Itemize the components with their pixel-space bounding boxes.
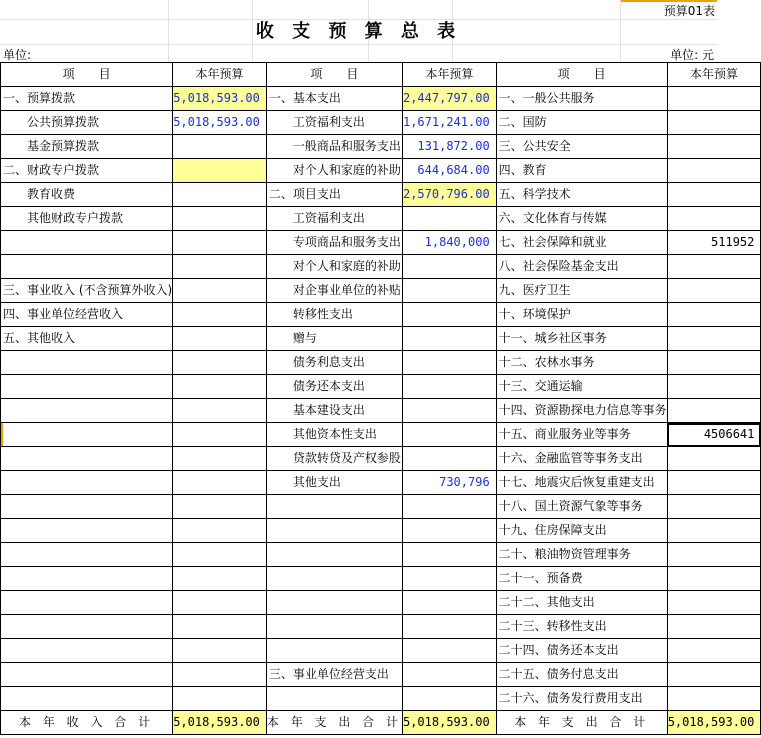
function-item-cell[interactable]: 二十一、预备费: [496, 567, 667, 591]
income-item-cell[interactable]: [1, 567, 173, 591]
income-item-cell[interactable]: [1, 375, 173, 399]
page-title[interactable]: 收 支 预 算 总 表: [255, 21, 462, 42]
income-item-cell[interactable]: [1, 639, 173, 663]
function-item-cell[interactable]: 二十五、债务付息支出: [496, 663, 667, 687]
budget-table: [0, 62, 761, 735]
income-amount-cell[interactable]: [173, 303, 267, 327]
function-item-cell[interactable]: 一、一般公共服务: [496, 87, 667, 111]
table-row: [1, 255, 761, 279]
income-item-cell[interactable]: 五、其他收入: [1, 327, 173, 351]
function-amount-cell[interactable]: [667, 183, 761, 207]
income-item-cell[interactable]: 其他财政专户拨款: [1, 207, 173, 231]
expense-item-cell[interactable]: 一、基本支出: [266, 87, 402, 111]
income-amount-cell[interactable]: 5,018,593.00: [173, 87, 267, 111]
expense-item-cell[interactable]: 一般商品和服务支出: [266, 135, 402, 159]
expense-amount-cell[interactable]: [402, 375, 496, 399]
table-row: [1, 159, 761, 183]
expense-item-cell[interactable]: 对个人和家庭的补助: [266, 255, 402, 279]
function-item-cell[interactable]: 七、社会保障和就业: [496, 231, 667, 255]
function-item-cell[interactable]: 二十三、转移性支出: [496, 615, 667, 639]
income-amount-cell[interactable]: [173, 447, 267, 471]
expense-item-cell[interactable]: [266, 519, 402, 543]
expense-item-cell[interactable]: 转移性支出: [266, 303, 402, 327]
expense-item-cell[interactable]: 债务还本支出: [266, 375, 402, 399]
total-amount-cell[interactable]: 5,018,593.00: [667, 711, 761, 735]
function-item-cell[interactable]: 十五、商业服务业等事务: [496, 423, 667, 447]
income-amount-cell[interactable]: [173, 399, 267, 423]
income-amount-cell[interactable]: [173, 279, 267, 303]
function-amount-cell[interactable]: 511952: [667, 231, 761, 255]
income-amount-cell[interactable]: [173, 351, 267, 375]
income-item-cell[interactable]: 四、事业单位经营收入: [1, 303, 173, 327]
function-amount-cell[interactable]: [667, 471, 761, 495]
function-item-cell[interactable]: 二、国防: [496, 111, 667, 135]
expense-item-cell[interactable]: 其他支出: [266, 471, 402, 495]
income-item-cell[interactable]: 基金预算拨款: [1, 135, 173, 159]
function-item-cell[interactable]: 十、环境保护: [496, 303, 667, 327]
function-amount-cell[interactable]: [667, 375, 761, 399]
expense-amount-cell[interactable]: [402, 399, 496, 423]
gridline: [0, 44, 717, 45]
expense-amount-cell[interactable]: 2,447,797.00: [402, 87, 496, 111]
function-item-cell[interactable]: 十六、金融监管等事务支出: [496, 447, 667, 471]
income-amount-cell[interactable]: [173, 615, 267, 639]
function-item-cell[interactable]: 二十二、其他支出: [496, 591, 667, 615]
table-row: [1, 231, 761, 255]
income-item-cell[interactable]: 一、预算拨款: [1, 87, 173, 111]
unit-label-left[interactable]: 单位:: [3, 48, 32, 62]
function-item-cell[interactable]: 十二、农林水事务: [496, 351, 667, 375]
function-item-cell[interactable]: 十三、交通运输: [496, 375, 667, 399]
expense-item-cell[interactable]: 对企事业单位的补贴: [266, 279, 402, 303]
table-row: [1, 591, 761, 615]
function-item-cell[interactable]: 四、教育: [496, 159, 667, 183]
expense-amount-cell[interactable]: [402, 255, 496, 279]
totals-row: [1, 711, 761, 735]
income-item-cell[interactable]: [1, 543, 173, 567]
expense-item-cell[interactable]: 赠与: [266, 327, 402, 351]
table-row: [1, 663, 761, 687]
income-amount-cell[interactable]: [173, 183, 267, 207]
table-row: [1, 543, 761, 567]
table-row: [1, 135, 761, 159]
function-amount-cell[interactable]: [667, 135, 761, 159]
total-amount-cell[interactable]: 5,018,593.00: [173, 711, 267, 735]
table-row: [1, 447, 761, 471]
income-amount-cell[interactable]: [173, 231, 267, 255]
function-amount-cell[interactable]: [667, 663, 761, 687]
income-amount-cell[interactable]: [173, 471, 267, 495]
income-amount-cell[interactable]: [173, 159, 267, 183]
function-amount-cell[interactable]: [667, 87, 761, 111]
column-header[interactable]: 本年预算: [173, 63, 267, 87]
function-amount-cell[interactable]: [667, 639, 761, 663]
expense-amount-cell[interactable]: [402, 303, 496, 327]
income-item-cell[interactable]: 二、财政专户拨款: [1, 159, 173, 183]
function-item-cell[interactable]: 十八、国土资源气象等事务: [496, 495, 667, 519]
expense-amount-cell[interactable]: 730,796: [402, 471, 496, 495]
total-label-cell[interactable]: 本 年 支 出 合 计: [496, 711, 667, 735]
expense-item-cell[interactable]: [266, 543, 402, 567]
expense-amount-cell[interactable]: 131,872.00: [402, 135, 496, 159]
expense-item-cell[interactable]: [266, 495, 402, 519]
function-amount-cell[interactable]: [667, 687, 761, 711]
expense-amount-cell[interactable]: [402, 423, 496, 447]
income-item-cell[interactable]: [1, 447, 173, 471]
income-amount-cell[interactable]: [173, 495, 267, 519]
function-item-cell[interactable]: 十九、住房保障支出: [496, 519, 667, 543]
expense-amount-cell[interactable]: [402, 663, 496, 687]
expense-item-cell[interactable]: [266, 639, 402, 663]
table-row: [1, 495, 761, 519]
income-item-cell[interactable]: [1, 687, 173, 711]
function-item-cell[interactable]: 六、文化体育与传媒: [496, 207, 667, 231]
function-amount-cell[interactable]: [667, 495, 761, 519]
income-item-cell[interactable]: [1, 351, 173, 375]
function-item-cell[interactable]: 二十四、债务还本支出: [496, 639, 667, 663]
function-item-cell[interactable]: 五、科学技术: [496, 183, 667, 207]
function-amount-cell[interactable]: [667, 567, 761, 591]
function-item-cell[interactable]: 九、医疗卫生: [496, 279, 667, 303]
income-amount-cell[interactable]: [173, 207, 267, 231]
header-row: [1, 63, 761, 87]
income-item-cell[interactable]: 教育收费: [1, 183, 173, 207]
income-item-cell[interactable]: [1, 519, 173, 543]
expense-item-cell[interactable]: 工资福利支出: [266, 111, 402, 135]
form-number-badge[interactable]: 预算01表: [621, 0, 717, 20]
expense-item-cell[interactable]: [266, 591, 402, 615]
expense-item-cell[interactable]: 对个人和家庭的补助: [266, 159, 402, 183]
function-amount-cell[interactable]: [667, 159, 761, 183]
income-amount-cell[interactable]: [173, 255, 267, 279]
function-amount-cell[interactable]: [667, 519, 761, 543]
table-row: [1, 399, 761, 423]
function-amount-cell[interactable]: [667, 207, 761, 231]
function-item-cell[interactable]: 二十六、债务发行费用支出: [496, 687, 667, 711]
income-item-cell[interactable]: [1, 663, 173, 687]
table-row: [1, 615, 761, 639]
table-row: [1, 279, 761, 303]
expense-amount-cell[interactable]: [402, 279, 496, 303]
expense-item-cell[interactable]: 专项商品和服务支出: [266, 231, 402, 255]
table-row: [1, 423, 761, 447]
expense-item-cell[interactable]: 贷款转贷及产权参股: [266, 447, 402, 471]
function-amount-cell[interactable]: [667, 303, 761, 327]
income-amount-cell[interactable]: [173, 327, 267, 351]
income-item-cell[interactable]: 公共预算拨款: [1, 111, 173, 135]
function-item-cell[interactable]: 十四、资源勘探电力信息等事务: [496, 399, 667, 423]
expense-item-cell[interactable]: 基本建设支出: [266, 399, 402, 423]
table-row: [1, 519, 761, 543]
total-label-cell[interactable]: 本 年 收 入 合 计: [1, 711, 173, 735]
function-item-cell[interactable]: 八、社会保险基金支出: [496, 255, 667, 279]
table-row: [1, 639, 761, 663]
column-header[interactable]: 本年预算: [402, 63, 496, 87]
income-amount-cell[interactable]: [173, 687, 267, 711]
expense-amount-cell[interactable]: 644,684.00: [402, 159, 496, 183]
expense-item-cell[interactable]: 债务利息支出: [266, 351, 402, 375]
table-row: [1, 351, 761, 375]
function-amount-cell[interactable]: [667, 279, 761, 303]
expense-item-cell[interactable]: 其他资本性支出: [266, 423, 402, 447]
table-row: [1, 375, 761, 399]
income-item-cell[interactable]: [1, 231, 173, 255]
expense-amount-cell[interactable]: [402, 567, 496, 591]
table-row: [1, 183, 761, 207]
income-item-cell[interactable]: [1, 423, 173, 447]
income-item-cell[interactable]: [1, 255, 173, 279]
expense-amount-cell[interactable]: 1,671,241.00: [402, 111, 496, 135]
function-item-cell[interactable]: 十七、地震灾后恢复重建支出: [496, 471, 667, 495]
income-item-cell[interactable]: [1, 471, 173, 495]
expense-item-cell[interactable]: [266, 687, 402, 711]
function-amount-cell[interactable]: [667, 255, 761, 279]
table-row: [1, 327, 761, 351]
function-amount-cell[interactable]: [667, 615, 761, 639]
total-label-cell[interactable]: 本 年 支 出 合 计: [266, 711, 402, 735]
income-item-cell[interactable]: [1, 399, 173, 423]
table-row: [1, 303, 761, 327]
function-amount-cell[interactable]: [667, 447, 761, 471]
income-amount-cell[interactable]: 5,018,593.00: [173, 111, 267, 135]
expense-amount-cell[interactable]: 2,570,796.00: [402, 183, 496, 207]
column-header[interactable]: 本年预算: [667, 63, 761, 87]
function-amount-cell[interactable]: [667, 327, 761, 351]
expense-amount-cell[interactable]: [402, 639, 496, 663]
income-item-cell[interactable]: [1, 615, 173, 639]
function-item-cell[interactable]: 二十、粮油物资管理事务: [496, 543, 667, 567]
income-item-cell[interactable]: 三、事业收入 (不含预算外收入): [1, 279, 173, 303]
function-item-cell[interactable]: 三、公共安全: [496, 135, 667, 159]
expense-item-cell[interactable]: 二、项目支出: [266, 183, 402, 207]
income-item-cell[interactable]: [1, 495, 173, 519]
expense-amount-cell[interactable]: [402, 519, 496, 543]
expense-amount-cell[interactable]: [402, 495, 496, 519]
income-amount-cell[interactable]: [173, 519, 267, 543]
function-amount-cell[interactable]: 4506641: [667, 423, 761, 447]
table-row: [1, 207, 761, 231]
sheet-header-area: [0, 0, 717, 62]
function-amount-cell[interactable]: [667, 111, 761, 135]
function-amount-cell[interactable]: [667, 591, 761, 615]
function-amount-cell[interactable]: [667, 351, 761, 375]
income-amount-cell[interactable]: [173, 567, 267, 591]
expense-item-cell[interactable]: 工资福利支出: [266, 207, 402, 231]
table-row: [1, 567, 761, 591]
expense-amount-cell[interactable]: [402, 207, 496, 231]
income-amount-cell[interactable]: [173, 135, 267, 159]
expense-amount-cell[interactable]: [402, 327, 496, 351]
column-header[interactable]: 项 目: [266, 63, 402, 87]
total-amount-cell[interactable]: 5,018,593.00: [402, 711, 496, 735]
column-header[interactable]: 项 目: [496, 63, 667, 87]
income-amount-cell[interactable]: [173, 375, 267, 399]
expense-amount-cell[interactable]: 1,840,000: [402, 231, 496, 255]
function-amount-cell[interactable]: [667, 399, 761, 423]
expense-item-cell[interactable]: 三、事业单位经营支出: [266, 663, 402, 687]
expense-item-cell[interactable]: [266, 615, 402, 639]
unit-label-right[interactable]: 单位: 元: [670, 48, 714, 62]
function-item-cell[interactable]: 十一、城乡社区事务: [496, 327, 667, 351]
table-row: [1, 687, 761, 711]
table-row: [1, 87, 761, 111]
column-header[interactable]: 项 目: [1, 63, 173, 87]
income-amount-cell[interactable]: [173, 663, 267, 687]
expense-amount-cell[interactable]: [402, 351, 496, 375]
expense-item-cell[interactable]: [266, 567, 402, 591]
expense-amount-cell[interactable]: [402, 615, 496, 639]
expense-amount-cell[interactable]: [402, 543, 496, 567]
expense-amount-cell[interactable]: [402, 591, 496, 615]
income-amount-cell[interactable]: [173, 591, 267, 615]
income-amount-cell[interactable]: [173, 423, 267, 447]
expense-amount-cell[interactable]: [402, 447, 496, 471]
income-amount-cell[interactable]: [173, 543, 267, 567]
income-amount-cell[interactable]: [173, 639, 267, 663]
expense-amount-cell[interactable]: [402, 687, 496, 711]
table-row: [1, 471, 761, 495]
table-row: [1, 111, 761, 135]
function-amount-cell[interactable]: [667, 543, 761, 567]
income-item-cell[interactable]: [1, 591, 173, 615]
